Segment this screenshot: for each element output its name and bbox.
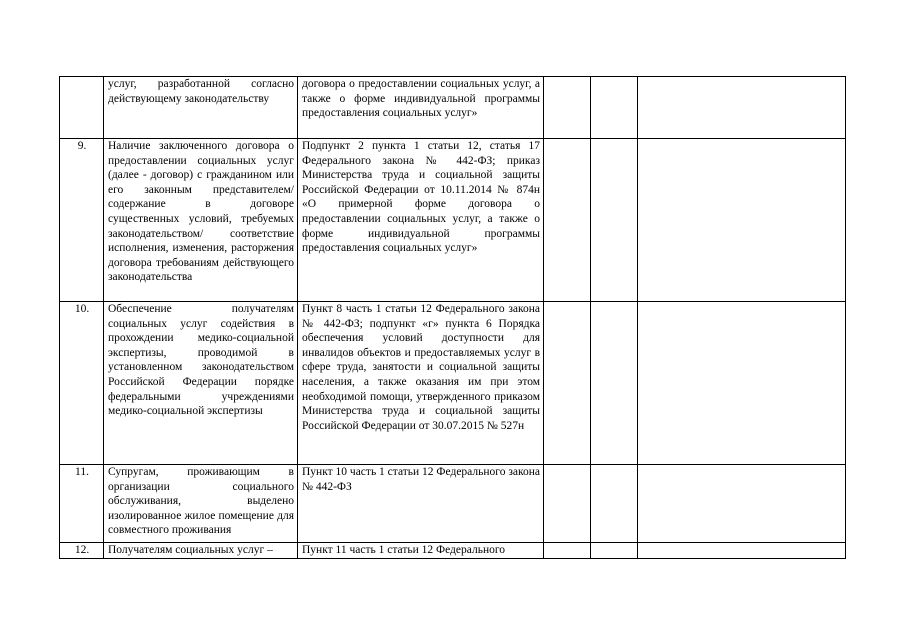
empty-cell <box>544 302 591 465</box>
empty-cell <box>544 465 591 543</box>
requirement-text: услуг, разработанной согласно действующему законодательству <box>104 77 298 139</box>
empty-cell <box>591 77 638 139</box>
requirement-text: Супругам, проживающим в организации социального обслуживания, выделено изолированное жилое помещение для совместного проживания <box>104 465 298 543</box>
table-row <box>60 302 846 465</box>
empty-cell <box>638 139 846 302</box>
empty-cell <box>638 302 846 465</box>
empty-cell <box>544 77 591 139</box>
empty-cell <box>591 139 638 302</box>
empty-cell <box>638 465 846 543</box>
requirement-text: Получателям социальных услуг – <box>104 543 298 559</box>
requirement-text: Наличие заключенного договора о предоставлении социальных услуг (далее - договор) с гражданином или его законным представителем/ содержание в договоре существенных условий, требуемых законодательством/ соответствие исполнения, изменения, расторжения договора требованиям действующего законодательства <box>104 139 298 302</box>
row-number <box>60 77 104 139</box>
empty-cell <box>544 543 591 559</box>
row-number: 12. <box>60 543 104 559</box>
empty-cell <box>638 77 846 139</box>
empty-cell <box>544 139 591 302</box>
requirements-table <box>59 76 846 559</box>
empty-cell <box>591 465 638 543</box>
legal-basis-text: Пункт 11 часть 1 статьи 12 Федерального <box>298 543 544 559</box>
legal-basis-text: Подпункт 2 пункта 1 статьи 12, статья 17 Федерального закона № 442-ФЗ; приказ Министерства труда и социальной защиты Российской Федерации от 10.11.2014 № 874н «О примерной форме договора о предоставлении социальных услуг, а также о форме индивидуальной программы предоставления социальных услуг» <box>298 139 544 302</box>
legal-basis-text: Пункт 8 часть 1 статьи 12 Федерального закона № 442-ФЗ; подпункт «г» пункта 6 Порядка обеспечения условий доступности для инвалидов объектов и предоставляемых услуг в сфере труда, занятости и социальной защиты населения, а также оказания им при этом необходимой помощи, утвержденного приказом Министерства труда и социальной защиты Российской Федерации от 30.07.2015 № 527н <box>298 302 544 465</box>
table-row <box>60 77 846 139</box>
empty-cell <box>591 302 638 465</box>
table-row <box>60 543 846 559</box>
row-number: 10. <box>60 302 104 465</box>
empty-cell <box>591 543 638 559</box>
table-row <box>60 139 846 302</box>
legal-basis-text: Пункт 10 часть 1 статьи 12 Федерального закона № 442-ФЗ <box>298 465 544 543</box>
legal-basis-text: договора о предоставлении социальных услуг, а также о форме индивидуальной программы предоставления социальных услуг» <box>298 77 544 139</box>
row-number: 9. <box>60 139 104 302</box>
row-number: 11. <box>60 465 104 543</box>
requirement-text: Обеспечение получателям социальных услуг содействия в прохождении медико-социальной экспертизы, проводимой в установленном законодательством Российской Федерации порядке федеральными учреждениями медико-социальной экспертизы <box>104 302 298 465</box>
table-row <box>60 465 846 543</box>
empty-cell <box>638 543 846 559</box>
